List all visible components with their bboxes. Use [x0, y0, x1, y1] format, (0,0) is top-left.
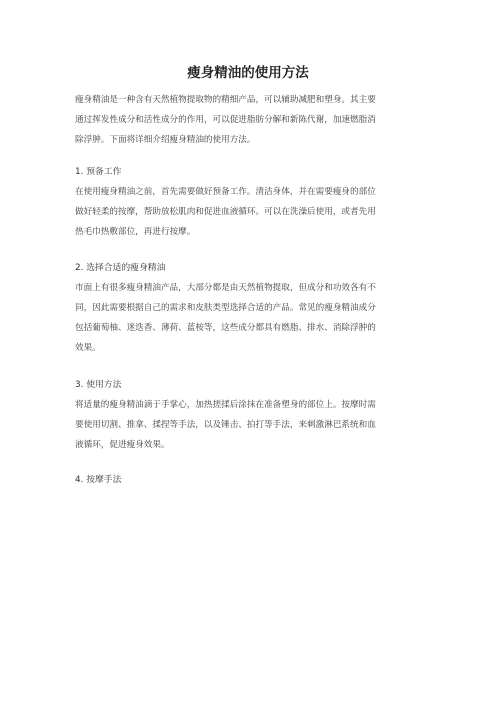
section-2-paragraph: [75, 278, 423, 358]
text-line: 做好轻柔的按摩，帮助放松肌肉和促进血液循环。可以在洗澡后使用，或者先用: [75, 207, 376, 217]
text-line: 要使用切割、推拿、揉捏等手法，以及锤击、拍打等手法，来刺激淋巴系统和血: [75, 420, 376, 430]
text-line: 市面上有很多瘦身精油产品，大部分都是由天然植物提取，但成分和功效各有不: [75, 283, 376, 293]
section-1-heading: 1. 预备工作: [75, 167, 122, 177]
text-line: 将适量的瘦身精油滴于手掌心，加热搓揉后涂抹在准备塑身的部位上。按摩时需: [75, 400, 376, 410]
text-line: 瘦身精油是一种含有天然植物提取物的精细产品，可以辅助减肥和塑身。其主要: [75, 95, 376, 105]
section-1-paragraph: [75, 182, 423, 242]
text-line: 包括葡萄柚、迷迭香、薄荷、蓝桉等，这些成分都具有燃脂、排水、消除浮肿的: [75, 323, 376, 333]
section-4-heading: 4. 按摩手法: [75, 475, 122, 485]
text-line: 除浮肿。下面将详细介绍瘦身精油的使用方法。: [75, 135, 256, 145]
text-line: 通过挥发性成分和活性成分的作用，可以促进脂肪分解和新陈代谢，加速燃脂消: [75, 115, 376, 125]
text-line: 液循环，促进瘦身效果。: [75, 440, 170, 450]
intro-paragraph: [75, 90, 423, 150]
text-line: 热毛巾热敷部位，再进行按摩。: [75, 227, 196, 237]
text-line: 同，因此需要根据自己的需求和皮肤类型选择合适的产品。常见的瘦身精油成分: [75, 303, 376, 313]
section-3-paragraph: [75, 395, 423, 455]
text-line: 在使用瘦身精油之前，首先需要做好预备工作。清洁身体，并在需要瘦身的部位: [75, 187, 376, 197]
text-line: 效果。: [75, 343, 101, 353]
section-2-heading: 2. 选择合适的瘦身精油: [75, 263, 166, 273]
document-title: 瘦身精油的使用方法: [187, 65, 309, 81]
section-3-heading: 3. 使用方法: [75, 380, 122, 390]
